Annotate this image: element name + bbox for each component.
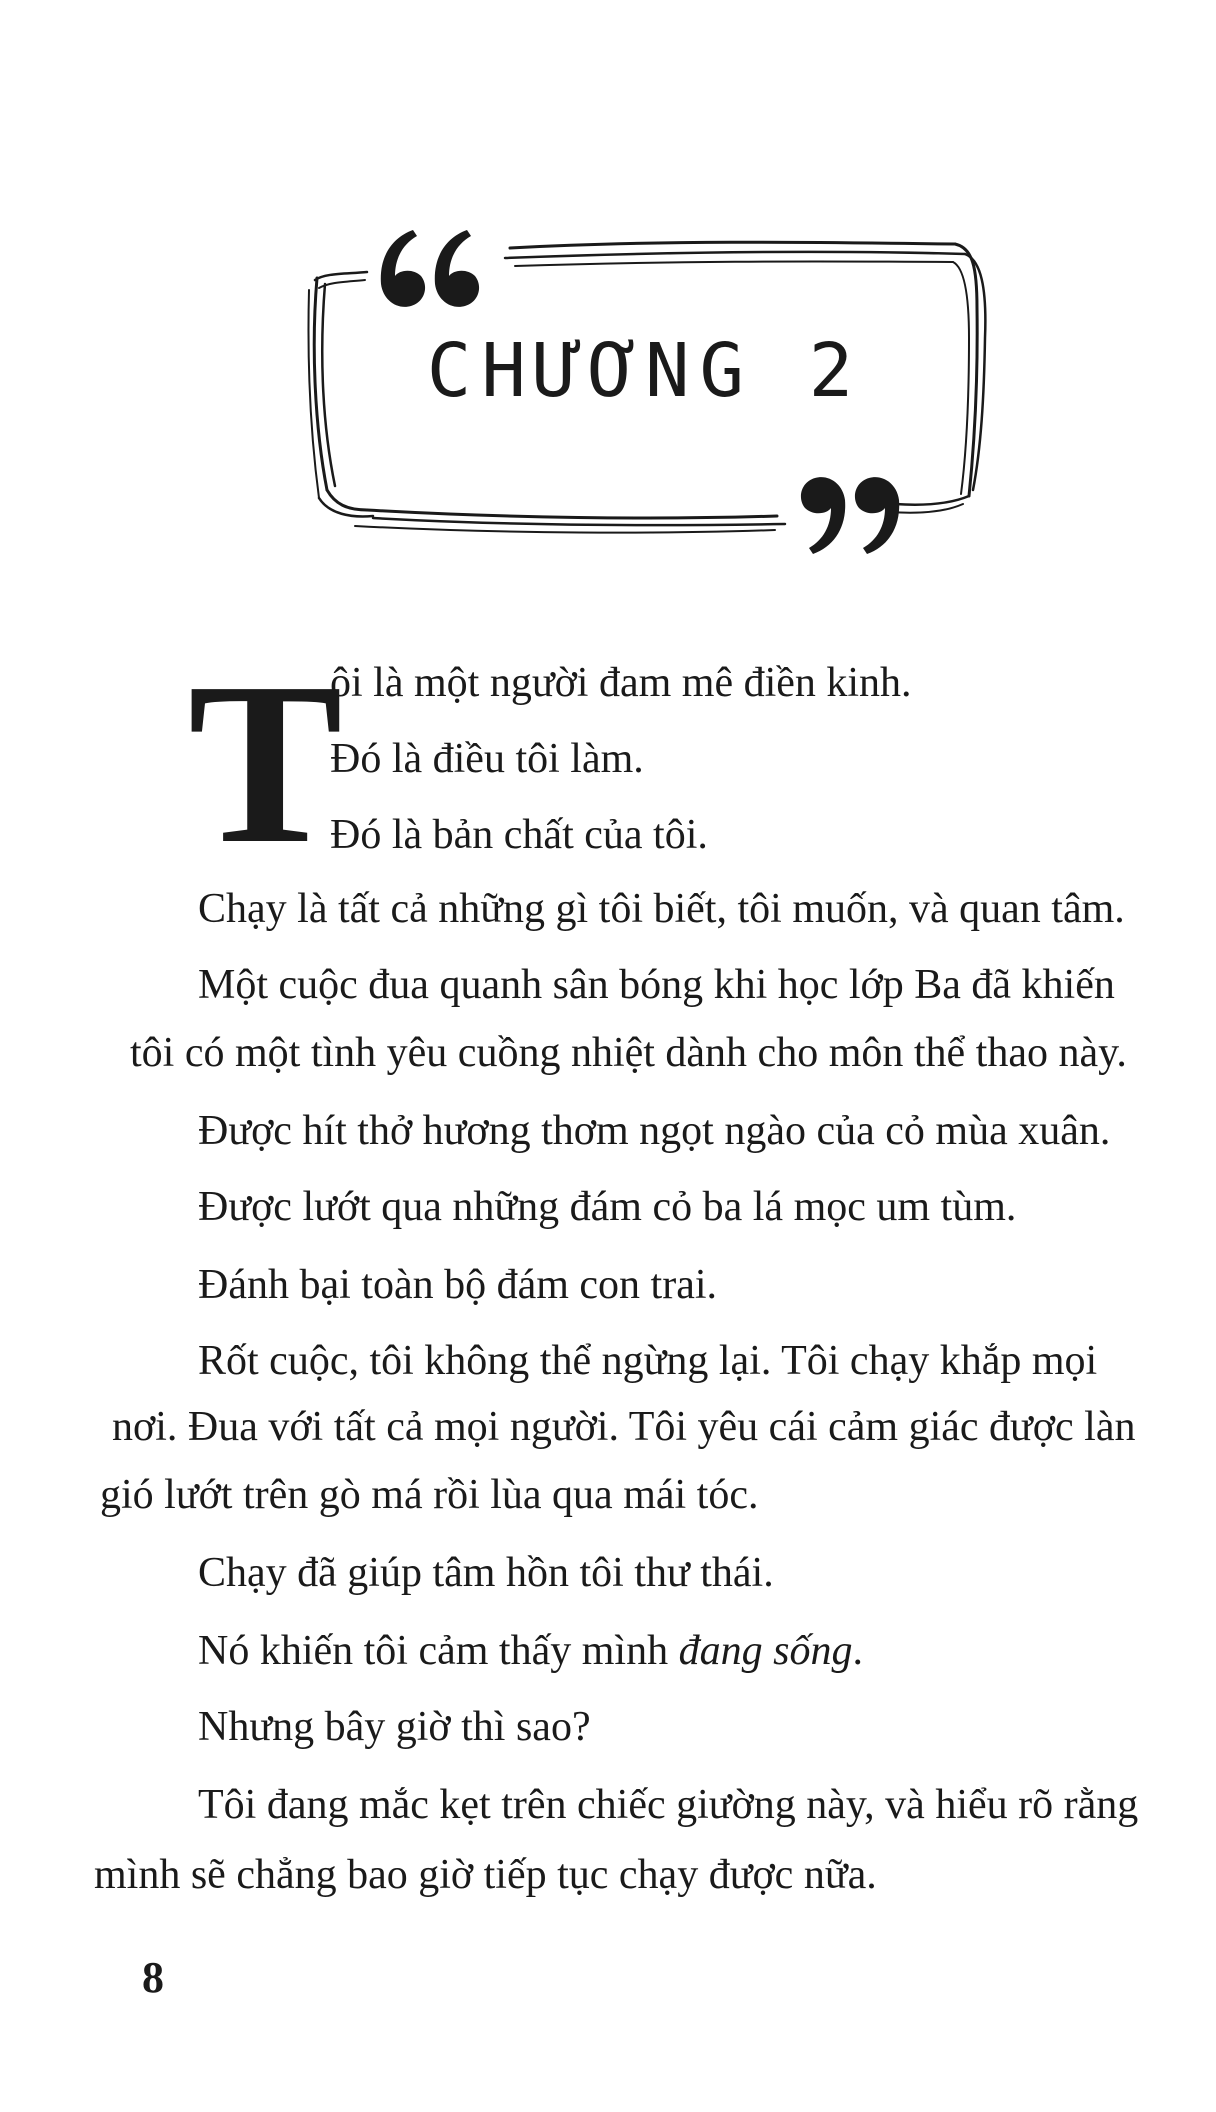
emphasized-text: đang sống [678, 1628, 853, 1674]
open-quote-icon [381, 230, 479, 307]
paragraph-line: ôi là một người đam mê điền kinh. [330, 660, 912, 706]
paragraph-line: Nhưng bây giờ thì sao? [198, 1704, 591, 1750]
paragraph-text: . [852, 1628, 863, 1674]
paragraph-line: Được hít thở hương thơm ngọt ngào của cỏ mùa xuân. [198, 1108, 1111, 1154]
paragraph-line: Được lướt qua những đám cỏ ba lá mọc um tùm. [198, 1184, 1017, 1230]
paragraph-line: Đó là điều tôi làm. [330, 736, 644, 782]
paragraph-line: Chạy đã giúp tâm hồn tôi thư thái. [198, 1550, 774, 1596]
paragraph-line: mình sẽ chẳng bao giờ tiếp tục chạy được nữa. [94, 1852, 877, 1898]
paragraph-line: Một cuộc đua quanh sân bóng khi học lớp Ba đã khiến [198, 962, 1115, 1008]
chapter-heading-frame [305, 228, 985, 538]
paragraph-line: Đó là bản chất của tôi. [330, 812, 708, 858]
page-number: 8 [142, 1953, 164, 2002]
paragraph-line: Rốt cuộc, tôi không thể ngừng lại. Tôi chạy khắp mọi [198, 1338, 1098, 1384]
paragraph-line: Chạy là tất cả những gì tôi biết, tôi muốn, và quan tâm. [198, 886, 1125, 932]
paragraph-line [198, 1628, 863, 1674]
paragraph-line: nơi. Đua với tất cả mọi người. Tôi yêu cái cảm giác được làn [112, 1404, 1136, 1450]
paragraph-line: Đánh bại toàn bộ đám con trai. [198, 1262, 718, 1308]
drop-cap-letter: T [188, 635, 343, 892]
chapter-title: CHƯƠNG 2 [426, 328, 864, 414]
paragraph-line: Tôi đang mắc kẹt trên chiếc giường này, và hiểu rõ rằng [198, 1782, 1139, 1828]
close-quote-icon [801, 477, 899, 554]
paragraph-line: tôi có một tình yêu cuồng nhiệt dành cho môn thể thao này. [130, 1030, 1127, 1076]
paragraph-text: Nó khiến tôi cảm thấy mình [198, 1628, 679, 1674]
paragraph-line: gió lướt trên gò má rồi lùa qua mái tóc. [100, 1472, 759, 1518]
